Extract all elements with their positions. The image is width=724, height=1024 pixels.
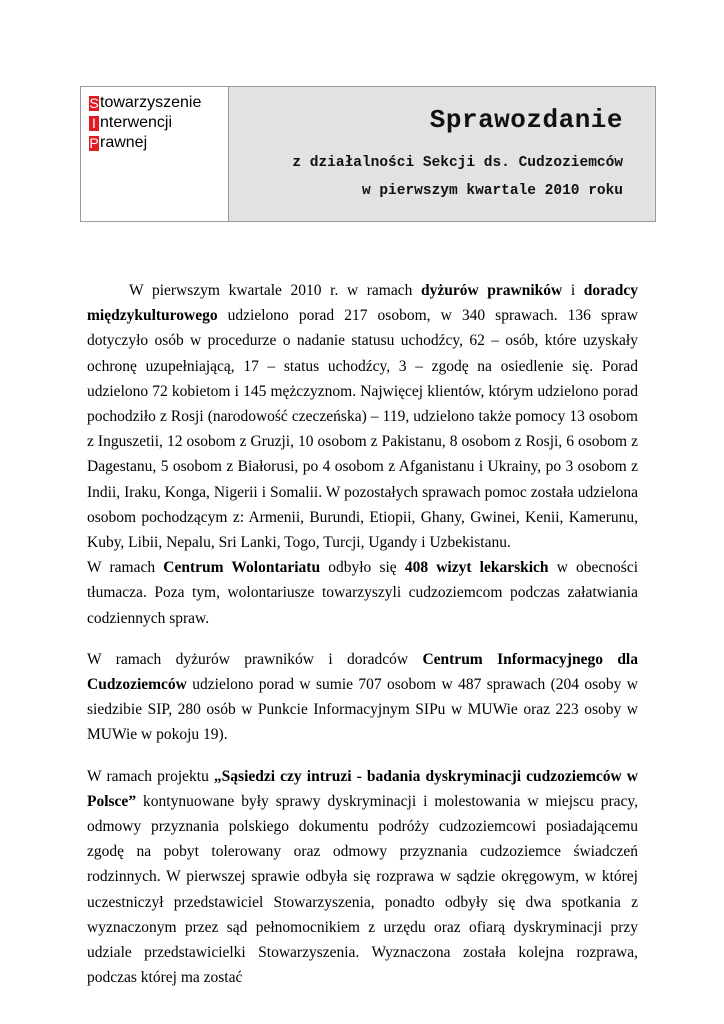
paragraph-volunteer-center [87, 555, 638, 631]
report-body [87, 278, 638, 990]
logo-initial-i: I [89, 116, 99, 131]
logo-initial-s: S [89, 94, 99, 111]
text-span: i [562, 282, 584, 299]
report-header [80, 86, 656, 222]
paragraph-gap [87, 631, 638, 647]
document-subtitle [292, 149, 623, 205]
bold-project-name: „Sąsiedzi czy intruzi - badania dyskryminacji cudzoziemców w Polsce” [87, 767, 638, 810]
text-span: W ramach [87, 559, 164, 577]
logo-line-1 [89, 93, 201, 113]
logo-text-1: towarzyszenie [100, 94, 202, 111]
bold-intercultural-advisor: doradcy międzykulturowego [87, 282, 638, 325]
text-span: kontynuowane były sprawy dyskryminacji i molestowania w miejscu pracy, odmowy przyznania polskiego dokumentu podróży cudzoziemcowi posiadającemu zgodę na pobyt tolerowany oraz odmowy przyznania cudzoziemce świadczeń rodzinnych. W pierwszej sprawie odbyła się rozprawa w sądzie okręgowym, w której uczestniczył przedstawiciel Stowarzyszenia, ponadto odbyły się dwa spotkania z wyznaczonym przez sąd pełnomocnikiem z urzędu oraz ofiarą dyskryminacji przy udziale przedstawicielki Stowarzyszenia. Wyznaczona została kolejna rozprawa, podczas której ma zostać [87, 792, 638, 987]
subtitle-line-1: z działalności Sekcji ds. Cudzoziemców [292, 155, 623, 171]
text-span: w obecności tłumacza. Poza tym, wolontariusze towarzyszyli cudzoziemcom podczas załatwiania codziennych spraw. [87, 559, 639, 627]
subtitle-line-2: w pierwszym kwartale 2010 roku [361, 183, 623, 199]
logo-cell [81, 87, 229, 221]
bold-information-center: Centrum Informacyjnego dla Cudzoziemców [87, 650, 638, 694]
logo-text-2: nterwencji [100, 114, 173, 131]
text-span: W ramach dyżurów prawników i doradców [87, 650, 423, 668]
organization-logo [89, 93, 201, 153]
text-span: W pierwszym kwartale 2010 r. w ramach [129, 282, 421, 299]
paragraph-discrimination-project [87, 764, 638, 991]
document-title: Sprawozdanie [429, 105, 623, 135]
paragraph-information-center [87, 647, 638, 748]
title-cell [229, 87, 655, 221]
paragraph-consultations [87, 278, 638, 555]
bold-volunteer-center: Centrum Wolontariatu [163, 559, 321, 577]
bold-lawyer-duty: dyżurów prawników [420, 282, 563, 299]
logo-line-2 [89, 113, 201, 133]
text-span: odbyło się [320, 559, 405, 577]
logo-initial-p: P [89, 134, 99, 151]
logo-text-3: rawnej [100, 134, 148, 151]
bold-medical-visits: 408 wizyt lekarskich [404, 559, 549, 577]
text-span: udzielono porad w sumie 707 osobom w 487 sprawach (204 osoby w siedzibie SIP, 280 osób w Punkcie Informacyjnym SIPu w MUWie oraz 223 osoby w MUWie w pokoju 19). [87, 676, 638, 744]
logo-line-3 [89, 133, 201, 153]
paragraph-gap [87, 748, 638, 764]
text-span: W ramach projektu [87, 767, 214, 785]
text-span: udzielono porad 217 osobom, w 340 sprawach. 136 spraw dotyczyło osób w procedurze o nadanie statusu uchodźcy, 62 – osób, które uzyskały ochronę uzupełniającą, 17 – status uchodźcy, 3 – zgodę na osiedlenie się. Porad udzielono 72 kobietom i 145 mężczyznom. Najwięcej klientów, którym udzielono porad pochodziło z Rosji (narodowość czeczeńska) – 119, udzielono także pomocy 13 osobom z Inguszetii, 12 osobom z Gruzji, 10 osobom z Pakistanu, 8 osobom z Rosji, 6 osobom z Dagestanu, 5 osobom z Białorusi, po 4 osobom z Afganistanu i Ukrainy, po 3 osobom z Indii, Iraku, Konga, Nigerii i Somalii. W pozostałych sprawach pomoc została udzielona osobom pochodzącym z: Armenii, Burundi, Etiopii, Ghany, Gwinei, Kenii, Kamerunu, Kuby, Libii, Nepalu, Sri Lanki, Togo, Turcji, Ugandy i Uzbekistanu. [87, 307, 638, 552]
